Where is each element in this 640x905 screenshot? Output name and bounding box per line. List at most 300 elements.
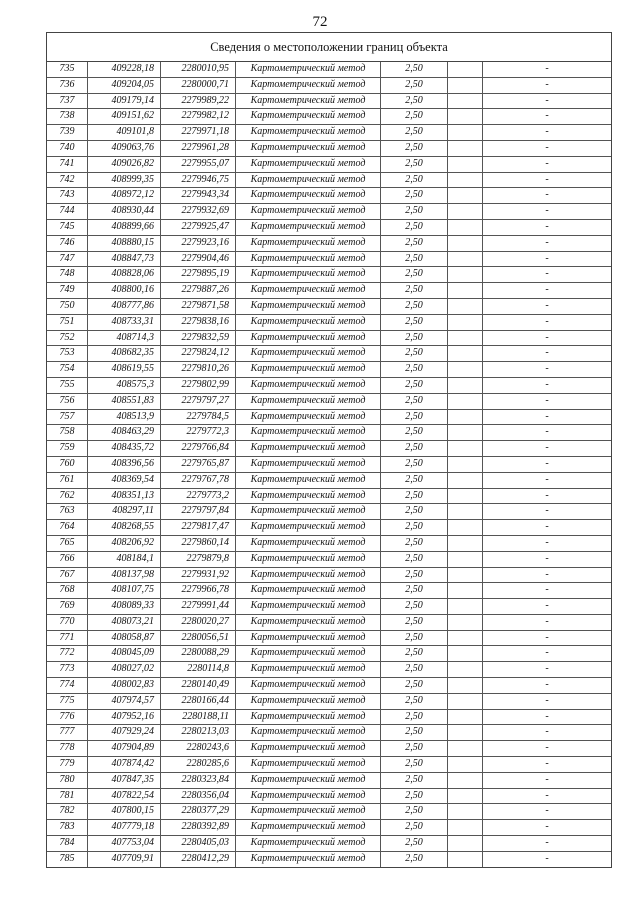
table-row — [47, 219, 611, 235]
description-cell: - — [483, 362, 612, 378]
precision-cell: 2,50 — [381, 472, 448, 488]
description-cell: - — [483, 188, 612, 204]
point-number-cell: 785 — [47, 851, 88, 866]
x-coordinate-cell: 407753,04 — [88, 836, 161, 852]
point-number-cell: 736 — [47, 77, 88, 93]
method-cell: Картометрический метод — [236, 283, 381, 299]
method-cell: Картометрический метод — [236, 851, 381, 866]
point-number-cell: 739 — [47, 125, 88, 141]
precision-cell: 2,50 — [381, 172, 448, 188]
method-cell: Картометрический метод — [236, 741, 381, 757]
point-number-cell: 764 — [47, 520, 88, 536]
point-number-cell: 744 — [47, 204, 88, 220]
method-cell: Картометрический метод — [236, 362, 381, 378]
method-cell: Картометрический метод — [236, 693, 381, 709]
precision-cell: 2,50 — [381, 520, 448, 536]
table-row — [47, 662, 611, 678]
method-cell: Картометрический метод — [236, 125, 381, 141]
method-cell: Картометрический метод — [236, 441, 381, 457]
table-row — [47, 851, 611, 866]
precision-cell: 2,50 — [381, 393, 448, 409]
method-cell: Картометрический метод — [236, 425, 381, 441]
precision-cell: 2,50 — [381, 346, 448, 362]
precision-cell: 2,50 — [381, 599, 448, 615]
table-row — [47, 62, 611, 77]
x-coordinate-cell: 407822,54 — [88, 788, 161, 804]
x-coordinate-cell: 408880,15 — [88, 235, 161, 251]
precision-cell: 2,50 — [381, 140, 448, 156]
table-row — [47, 535, 611, 551]
method-cell: Картометрический метод — [236, 472, 381, 488]
table-row — [47, 267, 611, 283]
precision-cell: 2,50 — [381, 741, 448, 757]
empty-cell — [448, 851, 483, 866]
point-number-cell: 758 — [47, 425, 88, 441]
empty-cell — [448, 77, 483, 93]
y-coordinate-cell: 2279797,27 — [161, 393, 236, 409]
point-number-cell: 757 — [47, 409, 88, 425]
empty-cell — [448, 393, 483, 409]
y-coordinate-cell: 2280405,03 — [161, 836, 236, 852]
point-number-cell: 759 — [47, 441, 88, 457]
description-cell: - — [483, 820, 612, 836]
x-coordinate-cell: 408463,29 — [88, 425, 161, 441]
method-cell: Картометрический метод — [236, 757, 381, 773]
precision-cell: 2,50 — [381, 567, 448, 583]
empty-cell — [448, 599, 483, 615]
point-number-cell: 737 — [47, 93, 88, 109]
method-cell: Картометрический метод — [236, 836, 381, 852]
description-cell: - — [483, 251, 612, 267]
precision-cell: 2,50 — [381, 836, 448, 852]
x-coordinate-cell: 408045,09 — [88, 646, 161, 662]
empty-cell — [448, 330, 483, 346]
description-cell: - — [483, 140, 612, 156]
method-cell: Картометрический метод — [236, 172, 381, 188]
description-cell: - — [483, 204, 612, 220]
empty-cell — [448, 456, 483, 472]
y-coordinate-cell: 2279838,16 — [161, 314, 236, 330]
empty-cell — [448, 425, 483, 441]
y-coordinate-cell: 2279773,2 — [161, 488, 236, 504]
description-cell: - — [483, 567, 612, 583]
x-coordinate-cell: 408027,02 — [88, 662, 161, 678]
table-row — [47, 156, 611, 172]
empty-cell — [448, 172, 483, 188]
precision-cell: 2,50 — [381, 456, 448, 472]
precision-cell: 2,50 — [381, 409, 448, 425]
x-coordinate-cell: 407779,18 — [88, 820, 161, 836]
x-coordinate-cell: 409063,76 — [88, 140, 161, 156]
y-coordinate-cell: 2280213,03 — [161, 725, 236, 741]
empty-cell — [448, 504, 483, 520]
point-number-cell: 747 — [47, 251, 88, 267]
point-number-cell: 749 — [47, 283, 88, 299]
precision-cell: 2,50 — [381, 109, 448, 125]
method-cell: Картометрический метод — [236, 298, 381, 314]
point-number-cell: 750 — [47, 298, 88, 314]
description-cell: - — [483, 409, 612, 425]
y-coordinate-cell: 2279989,22 — [161, 93, 236, 109]
empty-cell — [448, 772, 483, 788]
table-row — [47, 725, 611, 741]
description-cell: - — [483, 393, 612, 409]
precision-cell: 2,50 — [381, 725, 448, 741]
y-coordinate-cell: 2279931,92 — [161, 567, 236, 583]
empty-cell — [448, 188, 483, 204]
precision-cell: 2,50 — [381, 235, 448, 251]
x-coordinate-cell: 408551,83 — [88, 393, 161, 409]
table-row — [47, 583, 611, 599]
empty-cell — [448, 662, 483, 678]
empty-cell — [448, 156, 483, 172]
x-coordinate-cell: 407904,89 — [88, 741, 161, 757]
y-coordinate-cell: 2279879,8 — [161, 551, 236, 567]
precision-cell: 2,50 — [381, 804, 448, 820]
description-cell: - — [483, 583, 612, 599]
table-row — [47, 441, 611, 457]
precision-cell: 2,50 — [381, 820, 448, 836]
precision-cell: 2,50 — [381, 362, 448, 378]
y-coordinate-cell: 2280020,27 — [161, 614, 236, 630]
x-coordinate-cell: 409204,05 — [88, 77, 161, 93]
precision-cell: 2,50 — [381, 551, 448, 567]
table-row — [47, 488, 611, 504]
point-number-cell: 738 — [47, 109, 88, 125]
table-row — [47, 820, 611, 836]
method-cell: Картометрический метод — [236, 219, 381, 235]
empty-cell — [448, 267, 483, 283]
y-coordinate-cell: 2280188,11 — [161, 709, 236, 725]
empty-cell — [448, 125, 483, 141]
table-row — [47, 377, 611, 393]
description-cell: - — [483, 62, 612, 77]
method-cell: Картометрический метод — [236, 678, 381, 694]
x-coordinate-cell: 408297,11 — [88, 504, 161, 520]
x-coordinate-cell: 408847,73 — [88, 251, 161, 267]
method-cell: Картометрический метод — [236, 772, 381, 788]
y-coordinate-cell: 2279871,58 — [161, 298, 236, 314]
description-cell: - — [483, 630, 612, 646]
method-cell: Картометрический метод — [236, 62, 381, 77]
empty-cell — [448, 535, 483, 551]
empty-cell — [448, 693, 483, 709]
description-cell: - — [483, 836, 612, 852]
description-cell: - — [483, 441, 612, 457]
description-cell: - — [483, 267, 612, 283]
empty-cell — [448, 219, 483, 235]
description-cell: - — [483, 851, 612, 866]
precision-cell: 2,50 — [381, 425, 448, 441]
point-number-cell: 767 — [47, 567, 88, 583]
empty-cell — [448, 583, 483, 599]
method-cell: Картометрический метод — [236, 551, 381, 567]
empty-cell — [448, 520, 483, 536]
empty-cell — [448, 472, 483, 488]
boundary-table-frame — [46, 32, 612, 868]
x-coordinate-cell: 408002,83 — [88, 678, 161, 694]
description-cell: - — [483, 219, 612, 235]
point-number-cell: 765 — [47, 535, 88, 551]
x-coordinate-cell: 408714,3 — [88, 330, 161, 346]
empty-cell — [448, 614, 483, 630]
method-cell: Картометрический метод — [236, 614, 381, 630]
x-coordinate-cell: 408396,56 — [88, 456, 161, 472]
method-cell: Картометрический метод — [236, 377, 381, 393]
point-number-cell: 763 — [47, 504, 88, 520]
y-coordinate-cell: 2280056,51 — [161, 630, 236, 646]
empty-cell — [448, 283, 483, 299]
table-row — [47, 567, 611, 583]
x-coordinate-cell: 408575,3 — [88, 377, 161, 393]
description-cell: - — [483, 804, 612, 820]
x-coordinate-cell: 408930,44 — [88, 204, 161, 220]
empty-cell — [448, 235, 483, 251]
description-cell: - — [483, 298, 612, 314]
point-number-cell: 768 — [47, 583, 88, 599]
x-coordinate-cell: 407709,91 — [88, 851, 161, 866]
precision-cell: 2,50 — [381, 535, 448, 551]
point-number-cell: 756 — [47, 393, 88, 409]
empty-cell — [448, 788, 483, 804]
table-row — [47, 757, 611, 773]
y-coordinate-cell: 2280392,89 — [161, 820, 236, 836]
point-number-cell: 770 — [47, 614, 88, 630]
table-row — [47, 836, 611, 852]
description-cell: - — [483, 772, 612, 788]
method-cell: Картометрический метод — [236, 188, 381, 204]
precision-cell: 2,50 — [381, 219, 448, 235]
point-number-cell: 735 — [47, 62, 88, 77]
x-coordinate-cell: 409151,62 — [88, 109, 161, 125]
y-coordinate-cell: 2279824,12 — [161, 346, 236, 362]
table-row — [47, 409, 611, 425]
y-coordinate-cell: 2279971,18 — [161, 125, 236, 141]
precision-cell: 2,50 — [381, 377, 448, 393]
precision-cell: 2,50 — [381, 251, 448, 267]
coordinates-table-body — [47, 62, 611, 867]
table-row — [47, 804, 611, 820]
table-row — [47, 140, 611, 156]
table-row — [47, 125, 611, 141]
table-row — [47, 314, 611, 330]
y-coordinate-cell: 2280166,44 — [161, 693, 236, 709]
x-coordinate-cell: 408733,31 — [88, 314, 161, 330]
empty-cell — [448, 204, 483, 220]
method-cell: Картометрический метод — [236, 93, 381, 109]
table-row — [47, 362, 611, 378]
point-number-cell: 777 — [47, 725, 88, 741]
y-coordinate-cell: 2280010,95 — [161, 62, 236, 77]
y-coordinate-cell: 2279802,99 — [161, 377, 236, 393]
y-coordinate-cell: 2279923,16 — [161, 235, 236, 251]
y-coordinate-cell: 2279765,87 — [161, 456, 236, 472]
x-coordinate-cell: 408073,21 — [88, 614, 161, 630]
point-number-cell: 741 — [47, 156, 88, 172]
table-row — [47, 709, 611, 725]
precision-cell: 2,50 — [381, 488, 448, 504]
x-coordinate-cell: 409179,14 — [88, 93, 161, 109]
table-row — [47, 298, 611, 314]
point-number-cell: 748 — [47, 267, 88, 283]
point-number-cell: 760 — [47, 456, 88, 472]
method-cell: Картометрический метод — [236, 456, 381, 472]
table-row — [47, 204, 611, 220]
y-coordinate-cell: 2280412,29 — [161, 851, 236, 866]
precision-cell: 2,50 — [381, 62, 448, 77]
method-cell: Картометрический метод — [236, 314, 381, 330]
table-row — [47, 393, 611, 409]
precision-cell: 2,50 — [381, 504, 448, 520]
description-cell: - — [483, 283, 612, 299]
description-cell: - — [483, 314, 612, 330]
method-cell: Картометрический метод — [236, 535, 381, 551]
table-row — [47, 520, 611, 536]
table-row — [47, 172, 611, 188]
point-number-cell: 775 — [47, 693, 88, 709]
method-cell: Картометрический метод — [236, 583, 381, 599]
precision-cell: 2,50 — [381, 614, 448, 630]
x-coordinate-cell: 407929,24 — [88, 725, 161, 741]
point-number-cell: 782 — [47, 804, 88, 820]
table-row — [47, 599, 611, 615]
y-coordinate-cell: 2280088,29 — [161, 646, 236, 662]
y-coordinate-cell: 2279991,44 — [161, 599, 236, 615]
empty-cell — [448, 377, 483, 393]
method-cell: Картометрический метод — [236, 267, 381, 283]
x-coordinate-cell: 408682,35 — [88, 346, 161, 362]
point-number-cell: 753 — [47, 346, 88, 362]
method-cell: Картометрический метод — [236, 204, 381, 220]
description-cell: - — [483, 678, 612, 694]
precision-cell: 2,50 — [381, 441, 448, 457]
empty-cell — [448, 409, 483, 425]
point-number-cell: 740 — [47, 140, 88, 156]
description-cell: - — [483, 125, 612, 141]
table-row — [47, 504, 611, 520]
precision-cell: 2,50 — [381, 630, 448, 646]
empty-cell — [448, 488, 483, 504]
precision-cell: 2,50 — [381, 709, 448, 725]
x-coordinate-cell: 409026,82 — [88, 156, 161, 172]
y-coordinate-cell: 2279895,19 — [161, 267, 236, 283]
precision-cell: 2,50 — [381, 93, 448, 109]
table-row — [47, 741, 611, 757]
x-coordinate-cell: 408089,33 — [88, 599, 161, 615]
point-number-cell: 778 — [47, 741, 88, 757]
description-cell: - — [483, 377, 612, 393]
description-cell: - — [483, 456, 612, 472]
y-coordinate-cell: 2279817,47 — [161, 520, 236, 536]
x-coordinate-cell: 408800,16 — [88, 283, 161, 299]
table-row — [47, 630, 611, 646]
x-coordinate-cell: 407800,15 — [88, 804, 161, 820]
x-coordinate-cell: 407952,16 — [88, 709, 161, 725]
point-number-cell: 769 — [47, 599, 88, 615]
y-coordinate-cell: 2279784,5 — [161, 409, 236, 425]
method-cell: Картометрический метод — [236, 725, 381, 741]
description-cell: - — [483, 77, 612, 93]
x-coordinate-cell: 408513,9 — [88, 409, 161, 425]
description-cell: - — [483, 346, 612, 362]
table-row — [47, 614, 611, 630]
empty-cell — [448, 725, 483, 741]
method-cell: Картометрический метод — [236, 346, 381, 362]
description-cell: - — [483, 330, 612, 346]
y-coordinate-cell: 2280000,71 — [161, 77, 236, 93]
point-number-cell: 776 — [47, 709, 88, 725]
table-row — [47, 330, 611, 346]
empty-cell — [448, 757, 483, 773]
table-row — [47, 109, 611, 125]
point-number-cell: 784 — [47, 836, 88, 852]
y-coordinate-cell: 2279904,46 — [161, 251, 236, 267]
x-coordinate-cell: 408435,72 — [88, 441, 161, 457]
description-cell: - — [483, 551, 612, 567]
point-number-cell: 766 — [47, 551, 88, 567]
table-row — [47, 425, 611, 441]
method-cell: Картометрический метод — [236, 820, 381, 836]
y-coordinate-cell: 2280285,6 — [161, 757, 236, 773]
method-cell: Картометрический метод — [236, 520, 381, 536]
precision-cell: 2,50 — [381, 678, 448, 694]
precision-cell: 2,50 — [381, 298, 448, 314]
method-cell: Картометрический метод — [236, 567, 381, 583]
table-row — [47, 251, 611, 267]
x-coordinate-cell: 408369,54 — [88, 472, 161, 488]
x-coordinate-cell: 407847,35 — [88, 772, 161, 788]
table-row — [47, 93, 611, 109]
x-coordinate-cell: 408268,55 — [88, 520, 161, 536]
empty-cell — [448, 630, 483, 646]
description-cell: - — [483, 93, 612, 109]
y-coordinate-cell: 2280323,84 — [161, 772, 236, 788]
empty-cell — [448, 362, 483, 378]
section-title: Сведения о местоположении границ объекта — [47, 33, 611, 62]
method-cell: Картометрический метод — [236, 235, 381, 251]
y-coordinate-cell: 2279961,28 — [161, 140, 236, 156]
x-coordinate-cell: 408828,06 — [88, 267, 161, 283]
point-number-cell: 774 — [47, 678, 88, 694]
y-coordinate-cell: 2280114,8 — [161, 662, 236, 678]
point-number-cell: 751 — [47, 314, 88, 330]
y-coordinate-cell: 2279925,47 — [161, 219, 236, 235]
empty-cell — [448, 804, 483, 820]
point-number-cell: 745 — [47, 219, 88, 235]
empty-cell — [448, 646, 483, 662]
point-number-cell: 754 — [47, 362, 88, 378]
empty-cell — [448, 820, 483, 836]
empty-cell — [448, 678, 483, 694]
method-cell: Картометрический метод — [236, 788, 381, 804]
y-coordinate-cell: 2279943,34 — [161, 188, 236, 204]
point-number-cell: 752 — [47, 330, 88, 346]
empty-cell — [448, 140, 483, 156]
description-cell: - — [483, 757, 612, 773]
y-coordinate-cell: 2279797,84 — [161, 504, 236, 520]
y-coordinate-cell: 2279966,78 — [161, 583, 236, 599]
x-coordinate-cell: 408184,1 — [88, 551, 161, 567]
description-cell: - — [483, 504, 612, 520]
x-coordinate-cell: 408107,75 — [88, 583, 161, 599]
x-coordinate-cell: 409101,8 — [88, 125, 161, 141]
description-cell: - — [483, 741, 612, 757]
point-number-cell: 746 — [47, 235, 88, 251]
x-coordinate-cell: 408777,86 — [88, 298, 161, 314]
description-cell: - — [483, 725, 612, 741]
table-row — [47, 77, 611, 93]
description-cell: - — [483, 646, 612, 662]
